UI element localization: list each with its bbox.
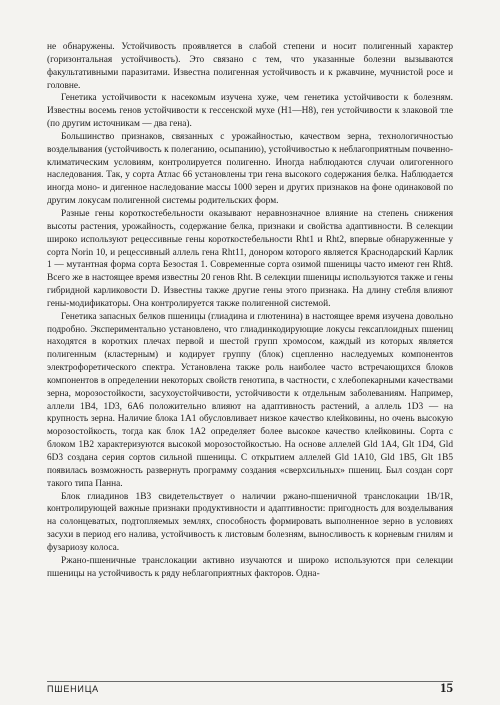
paragraph: Разные гены короткостебельности оказывают неравнозначное влияние на степень снижения высоты растения, урожайность, содержание белка, признаки и свойства адаптивности. В селекции широко используют рецессивные гены короткостебельности Rht1 и Rht2, впервые обнаруженные у сорта Norin 10, и рецессивный аллель гена Rht11, донором которого является Краснодарский Карлик 1 — мутантная форма сорта Безостая 1. Современные сорта озимой пшеницы часто имеют ген Rht8. Всего же в настоящее время известны 20 генов Rht. В селекции пшеницы используются также и гены гибридной карликовости D. Известны также другие гены этого признака. На длину стебля влияют гены-модификаторы. Она контролируется также полигенной системой. — [47, 208, 453, 309]
running-title: ПШЕНИЦА — [47, 684, 99, 694]
footer-divider — [47, 681, 453, 682]
paragraph: не обнаружены. Устойчивость проявляется в слабой степени и носит полигенный характер (горизонтальная устойчивость). Это связано с тем, что указанные болезни вызываются факультативными паразитами. Известна полигенная устойчивость и к ржавчине, мучнистой росе и головне. — [47, 42, 453, 91]
paragraph: Блок глиадинов 1В3 свидетельствует о наличии ржано-пшеничной транслокации 1В/1R, контролирующей важные признаки продуктивности и адаптивности: пригодность для возделывания на солонцеватых, подтопляемых землях, способность формировать выполненное зерно в условиях засухи в период его налива, устойчивость к листовым болезням, выносливость к корневым гнилям и фузариозу колоса. — [47, 491, 453, 553]
body-text — [47, 41, 453, 580]
paragraph: Генетика запасных белков пшеницы (глиадина и глютенина) в настоящее время изучена довольно подробно. Экспериментально установлено, что глиадинкодирующие локусы гексаплоидных пшениц находятся в коротких плечах первой и шестой групп хромосом, каждый из которых является полигенным (кластерным) и кодирует группу (блок) сцепленно наследуемых компонентов электрофоретического спектра. Установлена также роль наиболее часто встречающихся блоков компонентов в определении некоторых свойств генотипа, в частности, с хлебопекарными качествами зерна, морозостойкости, засухоустойчивости, устойчивости к отдельным заболеваниям. Например, аллели 1В4, 1D3, 6А6 положительно влияют на адаптивность растений, а аллель 1D3 — на крупность зерна. Наличие блока 1А1 обусловливает низкое качество клейковины, но очень высокую морозостойкость, тогда как блок 1А2 определяет более высокое качество клейковины. Сорта с блоком 1В2 характеризуются высокой морозостойкостью. На основе аллелей Gld 1А4, Glt 1D4, Gld 6D3 создана серия сортов сильной пшеницы. С открытием аллелей Gld 1А10, Gld 1В5, Glt 1В5 появилась возможность развернуть программу создания «сверхсильных» пшениц. Был создан сорт такого типа Панна. — [47, 311, 453, 489]
paragraph: Ржано-пшеничные транслокации активно изучаются и широко используются при селекции пшеницы на устойчивость к ряду неблагоприятных факторов. Одна- — [47, 555, 453, 579]
paragraph: Большинство признаков, связанных с урожайностью, качеством зерна, технологичностью возделывания (устойчивость к полеганию, осыпанию), устойчивостью к неблагоприятным почвенно-климатическим условиям, контролируется полигенно. Иногда наблюдаются случаи олигогенного наследования. Так, у сорта Атлас 66 установлены три гена высокого содержания белка. Наблюдается иногда моно- и дигенное наследование массы 1000 зерен и других признаков на фоне одинаковой по другим локусам полигенной системы родительских форм. — [47, 131, 453, 207]
paragraph: Генетика устойчивости к насекомым изучена хуже, чем генетика устойчивости к болезням. Известны восемь генов устойчивости к гессенской мухе (H1—H8), ген устойчивости к злаковой тле (по другим источникам — два гена). — [47, 93, 453, 130]
page-number: 15 — [440, 680, 453, 695]
